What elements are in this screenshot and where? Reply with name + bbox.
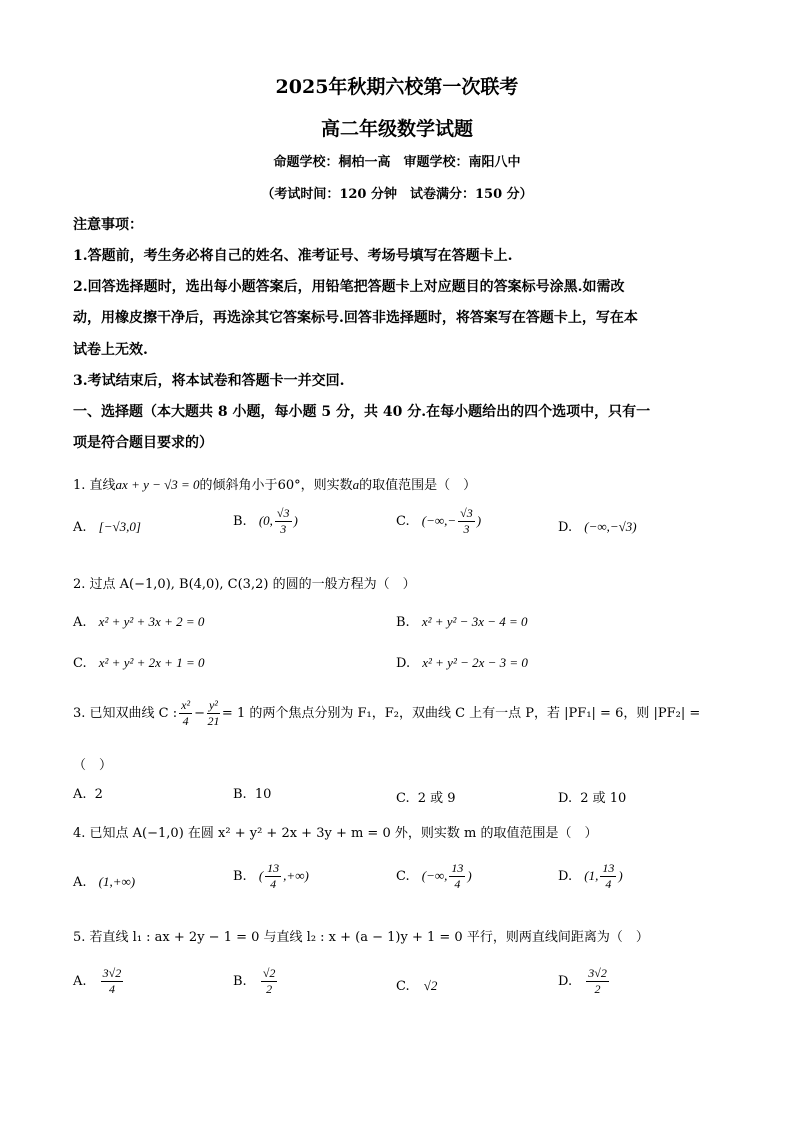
option-text: (−∞,−: [421, 513, 457, 528]
option-text: x² + y² + 3x + 2 = 0: [98, 614, 205, 629]
option-label: B.: [396, 615, 410, 630]
option-text: (0,: [258, 513, 273, 528]
option-text: x² + y² − 2x − 3 = 0: [422, 655, 528, 670]
q1-number: 1. 直线: [73, 478, 116, 493]
q3-option-d[interactable]: [558, 787, 626, 806]
option-label: D.: [558, 520, 573, 535]
option-text: (1,+∞): [98, 874, 136, 889]
q3-option-a[interactable]: [73, 787, 103, 802]
option-text: x² + y² + 2x + 1 = 0: [98, 655, 205, 670]
option-label: B.: [233, 514, 247, 529]
option-text: 2 或 9: [417, 791, 456, 806]
fraction-denominator: 21: [207, 714, 220, 728]
note-item: 试卷上无效.: [73, 342, 148, 358]
option-label: D.: [558, 974, 573, 989]
note-item: 3.考试结束后，将本试卷和答题卡一并交回.: [73, 373, 345, 389]
question-4-stem: 4. 已知点 A(−1,0) 在圆 x² + y² + 2x + 3y + m = 0 外，则实数 m 的取值范围是（ ）: [73, 826, 598, 841]
q1-text: ，则实数: [300, 478, 353, 493]
fraction-numerator: √2: [262, 966, 276, 980]
fraction-denominator: 4: [605, 877, 612, 891]
option-label: C.: [396, 791, 410, 806]
fraction-numerator: 13: [602, 861, 615, 875]
question-5-stem: 5. 若直线 l₁ : ax + 2y − 1 = 0 与直线 l₂ : x + (a − 1)y + 1 = 0 平行，则两直线间距离为（ ）: [73, 930, 649, 945]
q1-angle: 60°: [277, 478, 301, 493]
fraction-numerator: √3: [460, 506, 473, 520]
option-text: [−√3,0]: [98, 519, 141, 534]
option-label: B.: [233, 974, 247, 989]
section-heading: 一、选择题（本大题共 8 小题，每小题 5 分，共 40 分.在每小题给出的四个选项中，只有一: [73, 404, 651, 420]
exam-time-info: （考试时间：120 分钟 试卷满分：150 分）: [261, 187, 533, 202]
q3-text: = 1 的两个焦点分别为 F₁，F₂，双曲线 C 上有一点 P，若 |PF₁| = 6，则 |PF₂| =: [221, 706, 701, 721]
option-label: D.: [558, 791, 573, 806]
q5-option-b[interactable]: [233, 966, 279, 997]
fraction-numerator: 3√2: [588, 966, 607, 980]
fraction-denominator: 4: [270, 877, 277, 891]
option-label: C.: [396, 869, 410, 884]
section-heading-cont: 项是符合题目要求的）: [73, 435, 213, 451]
option-label: C.: [73, 656, 87, 671]
fraction-denominator: 4: [454, 877, 461, 891]
fraction-denominator: 2: [266, 982, 273, 996]
option-text: (−∞,: [421, 868, 448, 883]
note-item: 1.答题前，考生务必将自己的姓名、准考证号、考场号填写在答题卡上.: [73, 248, 513, 264]
fraction-numerator: y²: [208, 698, 218, 712]
option-label: A.: [73, 615, 87, 630]
fraction-denominator: 3: [280, 522, 287, 536]
q3-option-c[interactable]: [396, 787, 456, 806]
fraction-denominator: 3: [463, 522, 470, 536]
note-item: 动，用橡皮擦干净后，再选涂其它答案标号.回答非选择题时，将答案写在答题卡上，写在本: [73, 310, 638, 326]
option-label: D.: [396, 656, 411, 671]
option-label: A.: [73, 974, 87, 989]
exam-title: 2025年秋期六校第一次联考: [275, 76, 519, 98]
q4-option-c[interactable]: C. (−∞, $\frac{13}{4}$ ): [396, 861, 472, 891]
school-info: 命题学校：桐柏一高 审题学校：南阳八中: [273, 155, 521, 170]
notes-heading: 注意事项：: [73, 217, 143, 233]
q1-line-equation: ax + y − √3 = 0: [115, 477, 200, 492]
q1-text: 的倾斜角小于: [199, 478, 278, 493]
option-text: 10: [254, 787, 272, 802]
fraction-denominator: 4: [108, 982, 115, 996]
question-1-stem: [73, 474, 476, 493]
q4-option-a[interactable]: [73, 874, 135, 890]
fraction-denominator: 2: [594, 982, 601, 996]
option-text: √2: [423, 978, 438, 993]
q1-text: 的取值范围是（ ）: [359, 478, 477, 493]
q3-option-b[interactable]: [233, 787, 271, 802]
q3-text: 3. 已知双曲线 C :: [73, 706, 178, 721]
q3-operator: −: [194, 706, 205, 721]
fraction-numerator: 3√2: [102, 966, 122, 980]
question-2-stem: 2. 过点 A(−1,0), B(4,0), C(3,2) 的圆的一般方程为（ ）: [73, 577, 416, 592]
q1-variable: a: [352, 477, 360, 492]
option-text: 2 或 10: [580, 791, 627, 806]
q1-option-b[interactable]: B. (0, $\frac{√3}{3}$ ): [233, 506, 298, 536]
q3-answer-paren: （ ）: [73, 758, 113, 773]
option-text: x² + y² − 3x − 4 = 0: [421, 614, 528, 629]
option-label: B.: [233, 869, 247, 884]
q5-option-a[interactable]: [73, 966, 125, 997]
option-label: D.: [558, 869, 573, 884]
q2-option-a[interactable]: [73, 614, 204, 630]
question-3-stem: [73, 698, 700, 729]
exam-subtitle: 高二年级数学试题: [320, 118, 473, 140]
option-label: C.: [396, 514, 410, 529]
q2-option-b[interactable]: [396, 614, 528, 630]
option-label: A.: [73, 875, 87, 890]
option-label: A.: [73, 787, 87, 802]
option-label: C.: [396, 979, 410, 994]
option-text: 2: [94, 787, 103, 802]
q5-option-c[interactable]: [396, 978, 437, 994]
q2-option-c[interactable]: [73, 655, 204, 671]
option-text: (−∞,−√3): [584, 519, 637, 534]
q1-option-c[interactable]: C. (−∞,− $\frac{√3}{3}$ ): [396, 506, 482, 536]
fraction-numerator: x²: [181, 698, 191, 712]
q4-option-b[interactable]: B. ( $\frac{13}{4}$ ,+∞): [233, 861, 309, 891]
fraction-numerator: 13: [451, 861, 464, 875]
option-text: ,+∞): [283, 868, 309, 883]
option-label: A.: [73, 520, 87, 535]
q4-option-d[interactable]: D. (1, $\frac{13}{4}$ ): [558, 861, 623, 891]
q2-option-d[interactable]: [396, 655, 528, 671]
fraction-denominator: 4: [182, 714, 189, 728]
fraction-numerator: 13: [267, 861, 280, 875]
option-text: (1,: [584, 868, 599, 883]
note-item: 2.回答选择题时，选出每小题答案后，用铅笔把答题卡上对应题目的答案标号涂黑.如需改: [73, 279, 625, 295]
q1-option-a[interactable]: [73, 519, 141, 535]
fraction-numerator: √3: [276, 506, 290, 520]
option-label: B.: [233, 787, 247, 802]
q5-option-d[interactable]: [558, 966, 611, 997]
q1-option-d[interactable]: [558, 519, 637, 535]
